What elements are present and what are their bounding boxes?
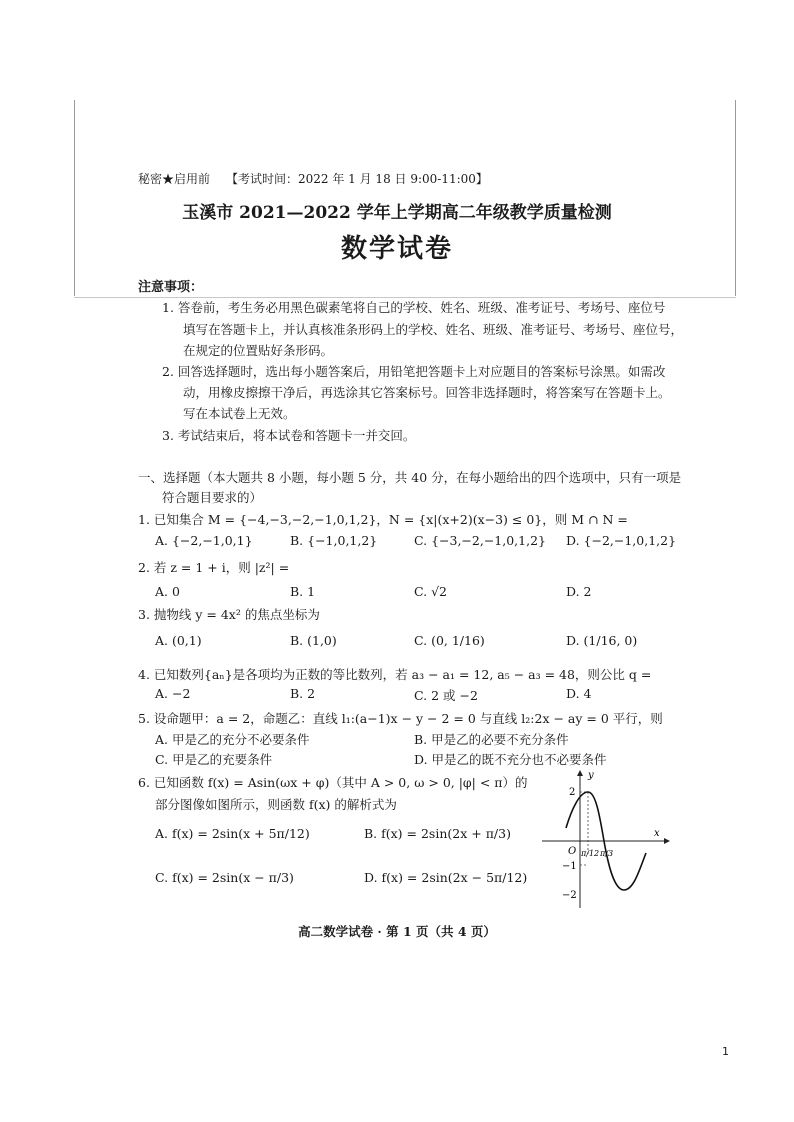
x-axis-label: x bbox=[654, 828, 660, 839]
question-4-stem: 4. 已知数列{aₙ}是各项均为正数的等比数列，若 a₃ − a₁ = 12, a₅ − a₃ = 48，则公比 q = bbox=[138, 667, 652, 682]
question-6-option-a: A. f(x) = 2sin(x + 5π/12) bbox=[155, 826, 310, 841]
question-2-option-c: C. √2 bbox=[414, 584, 447, 599]
question-6-option-c: C. f(x) = 2sin(x − π/3) bbox=[155, 870, 294, 885]
question-2-stem: 2. 若 z = 1 + i，则 |z²| = bbox=[138, 560, 290, 575]
question-1-option-a: A. {−2,−1,0,1} bbox=[155, 533, 253, 548]
confidential-mark: 秘密★启用前 bbox=[138, 172, 211, 186]
y-tick-neg2: −2 bbox=[562, 890, 577, 901]
notes-heading: 注意事项： bbox=[138, 280, 204, 295]
question-2-option-d: D. 2 bbox=[566, 584, 592, 599]
question-6-stem-cont: 部分图像如图所示，则函数 f(x) 的解析式为 bbox=[155, 797, 397, 812]
question-5-option-a: A. 甲是乙的充分不必要条件 bbox=[155, 732, 310, 747]
question-5-option-d: D. 甲是乙的既不充分也不必要条件 bbox=[414, 752, 607, 767]
question-6-stem: 6. 已知函数 f(x) = Asin(ωx + φ)（其中 A > 0, ω > 0, |φ| < π）的 bbox=[138, 775, 528, 790]
question-5-option-c: C. 甲是乙的充要条件 bbox=[155, 752, 273, 767]
note-1-line-3: 在规定的位置贴好条形码。 bbox=[183, 343, 334, 358]
x-tick-pi3: π/3 bbox=[600, 849, 614, 858]
question-5-stem: 5. 设命题甲：a = 2，命题乙：直线 l₁:(a−1)x − y − 2 = 0 与直线 l₂:2x − ay = 0 平行，则 bbox=[138, 711, 663, 726]
note-1-line-1: 1. 答卷前，考生务必用黑色碳素笔将自己的学校、姓名、班级、准考证号、考场号、座位号 bbox=[162, 300, 666, 315]
exam-time: 【考试时间：2022 年 1 月 18 日 9:00-11:00】 bbox=[226, 172, 488, 186]
question-5-option-b: B. 甲是乙的必要不充分条件 bbox=[414, 732, 569, 747]
question-4-option-d: D. 4 bbox=[566, 686, 592, 701]
question-2-option-a: A. 0 bbox=[155, 584, 180, 599]
question-6-option-b: B. f(x) = 2sin(2x + π/3) bbox=[364, 826, 511, 841]
sine-function-graph bbox=[536, 768, 670, 910]
exam-title: 玉溪市 2021—2022 学年上学期高二年级教学质量检测 bbox=[182, 203, 612, 223]
y-tick-2: 2 bbox=[569, 787, 576, 798]
question-6-option-d: D. f(x) = 2sin(2x − 5π/12) bbox=[364, 870, 528, 885]
page-footer: 高二数学试卷 · 第 1 页（共 4 页） bbox=[298, 924, 496, 939]
exam-subtitle: 数学试卷 bbox=[340, 234, 453, 264]
y-axis-arrow bbox=[577, 770, 583, 776]
question-3-option-d: D. (1/16, 0) bbox=[566, 633, 638, 648]
page-number: 1 bbox=[722, 1045, 729, 1058]
note-2-line-3: 写在本试卷上无效。 bbox=[183, 406, 296, 421]
y-tick-neg1: −1 bbox=[562, 861, 577, 872]
question-1-stem: 1. 已知集合 M = {−4,−3,−2,−1,0,1,2}，N = {x|(x+2)(x−3) ≤ 0}，则 M ∩ N = bbox=[138, 512, 628, 527]
question-3-stem: 3. 抛物线 y = 4x² 的焦点坐标为 bbox=[138, 607, 320, 622]
question-1-option-b: B. {−1,0,1,2} bbox=[290, 533, 378, 548]
y-axis-label: y bbox=[588, 770, 594, 781]
x-tick-pi12: π/12 bbox=[581, 849, 600, 858]
question-3-option-a: A. (0,1) bbox=[155, 633, 202, 648]
x-axis-arrow bbox=[664, 838, 670, 844]
section-1-heading: 一、选择题（本大题共 8 小题，每小题 5 分，共 40 分，在每小题给出的四个选项中，只有一项是 bbox=[138, 470, 682, 485]
question-4-option-c: C. 2 或 −2 bbox=[414, 688, 478, 703]
note-2-line-2: 动，用橡皮擦擦干净后，再选涂其它答案标号。回答非选择题时，将答案写在答题卡上。 bbox=[183, 385, 671, 400]
question-3-option-b: B. (1,0) bbox=[290, 633, 337, 648]
question-3-option-c: C. (0, 1/16) bbox=[414, 633, 485, 648]
question-1-option-c: C. {−3,−2,−1,0,1,2} bbox=[414, 533, 546, 548]
note-1-line-2: 填写在答题卡上，并认真核准条形码上的学校、姓名、班级、准考证号、考场号、座位号， bbox=[183, 322, 684, 337]
note-3-line-1: 3. 考试结束后，将本试卷和答题卡一并交回。 bbox=[162, 428, 416, 443]
origin-label: O bbox=[568, 846, 577, 857]
note-2-line-1: 2. 回答选择题时，选出每小题答案后，用铅笔把答题卡上对应题目的答案标号涂黑。如需改 bbox=[162, 364, 666, 379]
question-1-option-d: D. {−2,−1,0,1,2} bbox=[566, 533, 677, 548]
question-4-option-b: B. 2 bbox=[290, 686, 316, 701]
question-4-option-a: A. −2 bbox=[155, 686, 191, 701]
question-2-option-b: B. 1 bbox=[290, 584, 316, 599]
section-1-heading-cont: 符合题目要求的） bbox=[162, 490, 263, 505]
